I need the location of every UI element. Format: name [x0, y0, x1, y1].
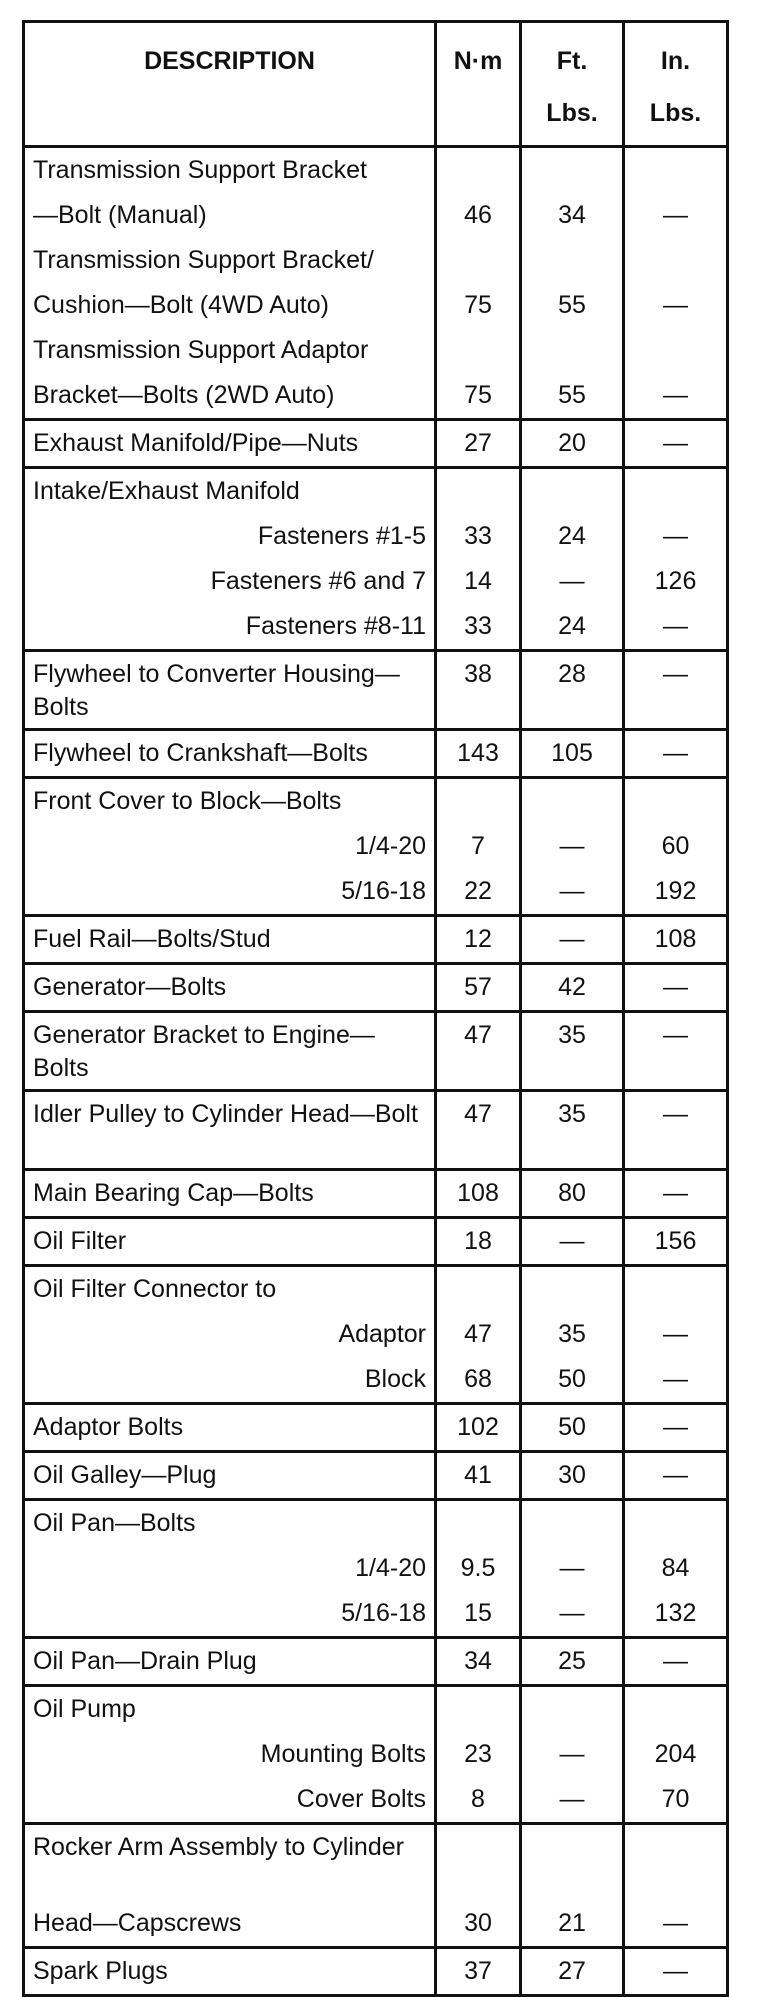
row-ft-lbs: 50: [521, 1404, 624, 1452]
row-in-lbs: —: [624, 730, 728, 778]
row-description: Fasteners #8-11: [24, 604, 436, 651]
row-in-lbs: 132: [624, 1591, 728, 1638]
header-description: DESCRIPTION: [24, 22, 436, 147]
header-ft-lbs: Ft. Lbs.: [521, 22, 624, 147]
table-row: [24, 1452, 728, 1500]
row-in-lbs: 204: [624, 1732, 728, 1777]
row-in-lbs: [624, 778, 728, 825]
row-in-lbs: 108: [624, 916, 728, 964]
row-ft-lbs: 20: [521, 420, 624, 468]
row-in-lbs: [624, 1500, 728, 1547]
row-ft-lbs: 35: [521, 1312, 624, 1357]
row-description: Head—Capscrews: [24, 1901, 436, 1948]
row-ft-lbs: [521, 1686, 624, 1733]
row-in-lbs: —: [624, 193, 728, 238]
row-in-lbs: —: [624, 1091, 728, 1170]
row-nm: [436, 778, 521, 825]
table-row: [24, 1948, 728, 1996]
row-in-lbs: —: [624, 1948, 728, 1996]
row-nm: 30: [436, 1901, 521, 1948]
row-ft-lbs: [521, 328, 624, 373]
row-description: Oil Filter: [24, 1218, 436, 1266]
row-description: Flywheel to Converter Housing—Bolts: [24, 651, 436, 730]
table-row: [24, 964, 728, 1012]
table-row: [24, 1012, 728, 1091]
row-description: Mounting Bolts: [24, 1732, 436, 1777]
row-ft-lbs: —: [521, 559, 624, 604]
row-description: Oil Pan—Bolts: [24, 1500, 436, 1547]
table-row: [24, 1546, 728, 1591]
row-description: Oil Filter Connector to: [24, 1266, 436, 1313]
row-ft-lbs: 30: [521, 1452, 624, 1500]
row-in-lbs: —: [624, 1012, 728, 1091]
row-ft-lbs: —: [521, 1218, 624, 1266]
row-nm: 14: [436, 559, 521, 604]
row-in-lbs: —: [624, 1638, 728, 1686]
table-row: [24, 514, 728, 559]
row-description: Rocker Arm Assembly to Cylinder: [24, 1824, 436, 1902]
row-description: 1/4-20: [24, 824, 436, 869]
row-in-lbs: —: [624, 1901, 728, 1948]
row-in-lbs: —: [624, 1312, 728, 1357]
table-row: [24, 916, 728, 964]
table-row: [24, 238, 728, 283]
row-description: Oil Galley—Plug: [24, 1452, 436, 1500]
row-in-lbs: [624, 1686, 728, 1733]
row-ft-lbs: —: [521, 1546, 624, 1591]
row-in-lbs: —: [624, 651, 728, 730]
row-in-lbs: —: [624, 514, 728, 559]
row-in-lbs: [624, 468, 728, 515]
table-row: [24, 1091, 728, 1170]
row-description: Spark Plugs: [24, 1948, 436, 1996]
table-row: [24, 420, 728, 468]
row-ft-lbs: —: [521, 824, 624, 869]
row-in-lbs: 60: [624, 824, 728, 869]
row-nm: 7: [436, 824, 521, 869]
row-in-lbs: —: [624, 1452, 728, 1500]
table-row: [24, 651, 728, 730]
row-nm: 68: [436, 1357, 521, 1404]
row-nm: 12: [436, 916, 521, 964]
row-nm: [436, 1824, 521, 1902]
row-nm: 47: [436, 1091, 521, 1170]
row-description: 5/16-18: [24, 1591, 436, 1638]
row-in-lbs: 156: [624, 1218, 728, 1266]
row-in-lbs: [624, 328, 728, 373]
row-nm: 41: [436, 1452, 521, 1500]
row-nm: [436, 1266, 521, 1313]
row-in-lbs: —: [624, 283, 728, 328]
row-description: Flywheel to Crankshaft—Bolts: [24, 730, 436, 778]
row-description: Intake/Exhaust Manifold: [24, 468, 436, 515]
row-ft-lbs: —: [521, 916, 624, 964]
row-nm: 18: [436, 1218, 521, 1266]
row-description: Oil Pan—Drain Plug: [24, 1638, 436, 1686]
row-nm: [436, 147, 521, 194]
row-ft-lbs: 105: [521, 730, 624, 778]
row-nm: [436, 1686, 521, 1733]
row-in-lbs: —: [624, 1170, 728, 1218]
row-nm: 46: [436, 193, 521, 238]
row-description: Fuel Rail—Bolts/Stud: [24, 916, 436, 964]
row-in-lbs: [624, 147, 728, 194]
row-nm: 57: [436, 964, 521, 1012]
row-ft-lbs: 35: [521, 1091, 624, 1170]
table-row: [24, 193, 728, 238]
row-in-lbs: 192: [624, 869, 728, 916]
table-row: [24, 328, 728, 373]
row-ft-lbs: —: [521, 1777, 624, 1824]
table-row: [24, 283, 728, 328]
table-row: [24, 1170, 728, 1218]
table-row: [24, 468, 728, 515]
header-in-lbs: In. Lbs.: [624, 22, 728, 147]
row-ft-lbs: 50: [521, 1357, 624, 1404]
row-nm: 15: [436, 1591, 521, 1638]
row-in-lbs: —: [624, 373, 728, 420]
row-ft-lbs: [521, 147, 624, 194]
row-nm: 33: [436, 514, 521, 559]
row-ft-lbs: 21: [521, 1901, 624, 1948]
row-description: Generator—Bolts: [24, 964, 436, 1012]
row-ft-lbs: 55: [521, 283, 624, 328]
row-nm: 75: [436, 283, 521, 328]
row-description: Idler Pulley to Cylinder Head—Bolt: [24, 1091, 436, 1170]
table-row: [24, 1218, 728, 1266]
row-in-lbs: —: [624, 1357, 728, 1404]
row-nm: 47: [436, 1312, 521, 1357]
row-description: Transmission Support Bracket: [24, 147, 436, 194]
table-row: [24, 1777, 728, 1824]
row-description: Fasteners #6 and 7: [24, 559, 436, 604]
row-nm: 9.5: [436, 1546, 521, 1591]
row-nm: [436, 468, 521, 515]
row-ft-lbs: [521, 1824, 624, 1902]
row-in-lbs: 70: [624, 1777, 728, 1824]
row-nm: 143: [436, 730, 521, 778]
table-row: [24, 1901, 728, 1948]
row-ft-lbs: [521, 1500, 624, 1547]
table-row: [24, 1312, 728, 1357]
row-description: Main Bearing Cap—Bolts: [24, 1170, 436, 1218]
row-in-lbs: 126: [624, 559, 728, 604]
row-ft-lbs: —: [521, 869, 624, 916]
row-ft-lbs: 34: [521, 193, 624, 238]
row-nm: [436, 238, 521, 283]
row-nm: 33: [436, 604, 521, 651]
row-ft-lbs: 42: [521, 964, 624, 1012]
row-nm: 47: [436, 1012, 521, 1091]
row-description: Oil Pump: [24, 1686, 436, 1733]
table-row: [24, 730, 728, 778]
table-row: [24, 1732, 728, 1777]
row-description: —Bolt (Manual): [24, 193, 436, 238]
row-in-lbs: [624, 238, 728, 283]
table-row: [24, 1500, 728, 1547]
row-description: Adaptor Bolts: [24, 1404, 436, 1452]
row-description: Adaptor: [24, 1312, 436, 1357]
table-row: [24, 1404, 728, 1452]
row-ft-lbs: 35: [521, 1012, 624, 1091]
row-in-lbs: —: [624, 604, 728, 651]
row-ft-lbs: [521, 468, 624, 515]
row-description: 5/16-18: [24, 869, 436, 916]
row-nm: [436, 328, 521, 373]
row-ft-lbs: [521, 1266, 624, 1313]
row-nm: 38: [436, 651, 521, 730]
row-nm: 22: [436, 869, 521, 916]
row-description: Cushion—Bolt (4WD Auto): [24, 283, 436, 328]
table-row: [24, 1266, 728, 1313]
row-in-lbs: [624, 1824, 728, 1902]
row-in-lbs: [624, 1266, 728, 1313]
row-ft-lbs: 27: [521, 1948, 624, 1996]
table-row: [24, 1591, 728, 1638]
row-nm: 34: [436, 1638, 521, 1686]
row-ft-lbs: —: [521, 1591, 624, 1638]
row-description: Cover Bolts: [24, 1777, 436, 1824]
row-nm: 75: [436, 373, 521, 420]
row-nm: 108: [436, 1170, 521, 1218]
row-ft-lbs: —: [521, 1732, 624, 1777]
row-description: Generator Bracket to Engine—Bolts: [24, 1012, 436, 1091]
table-row: [24, 1357, 728, 1404]
table-row: [24, 147, 728, 194]
table-row: [24, 778, 728, 825]
row-ft-lbs: 25: [521, 1638, 624, 1686]
row-description: Transmission Support Bracket/: [24, 238, 436, 283]
row-nm: 102: [436, 1404, 521, 1452]
row-description: Block: [24, 1357, 436, 1404]
row-in-lbs: —: [624, 964, 728, 1012]
row-ft-lbs: 80: [521, 1170, 624, 1218]
header-nm: N·m: [436, 22, 521, 147]
row-nm: 27: [436, 420, 521, 468]
table-row: [24, 373, 728, 420]
row-description: Front Cover to Block—Bolts: [24, 778, 436, 825]
row-description: Transmission Support Adaptor: [24, 328, 436, 373]
row-description: Exhaust Manifold/Pipe—Nuts: [24, 420, 436, 468]
row-description: Fasteners #1-5: [24, 514, 436, 559]
row-ft-lbs: [521, 778, 624, 825]
row-nm: 37: [436, 1948, 521, 1996]
row-ft-lbs: 24: [521, 604, 624, 651]
table-row: [24, 824, 728, 869]
row-ft-lbs: 24: [521, 514, 624, 559]
row-in-lbs: —: [624, 420, 728, 468]
row-in-lbs: 84: [624, 1546, 728, 1591]
table-row: [24, 1686, 728, 1733]
row-nm: [436, 1500, 521, 1547]
header-row: [24, 22, 728, 147]
row-in-lbs: —: [624, 1404, 728, 1452]
row-description: 1/4-20: [24, 1546, 436, 1591]
row-ft-lbs: [521, 238, 624, 283]
row-description: Bracket—Bolts (2WD Auto): [24, 373, 436, 420]
row-ft-lbs: 55: [521, 373, 624, 420]
table-row: [24, 604, 728, 651]
table-row: [24, 1824, 728, 1902]
torque-specification-table: [22, 20, 729, 1997]
table-row: [24, 1638, 728, 1686]
row-nm: 8: [436, 1777, 521, 1824]
row-ft-lbs: 28: [521, 651, 624, 730]
row-nm: 23: [436, 1732, 521, 1777]
table-row: [24, 559, 728, 604]
table-row: [24, 869, 728, 916]
